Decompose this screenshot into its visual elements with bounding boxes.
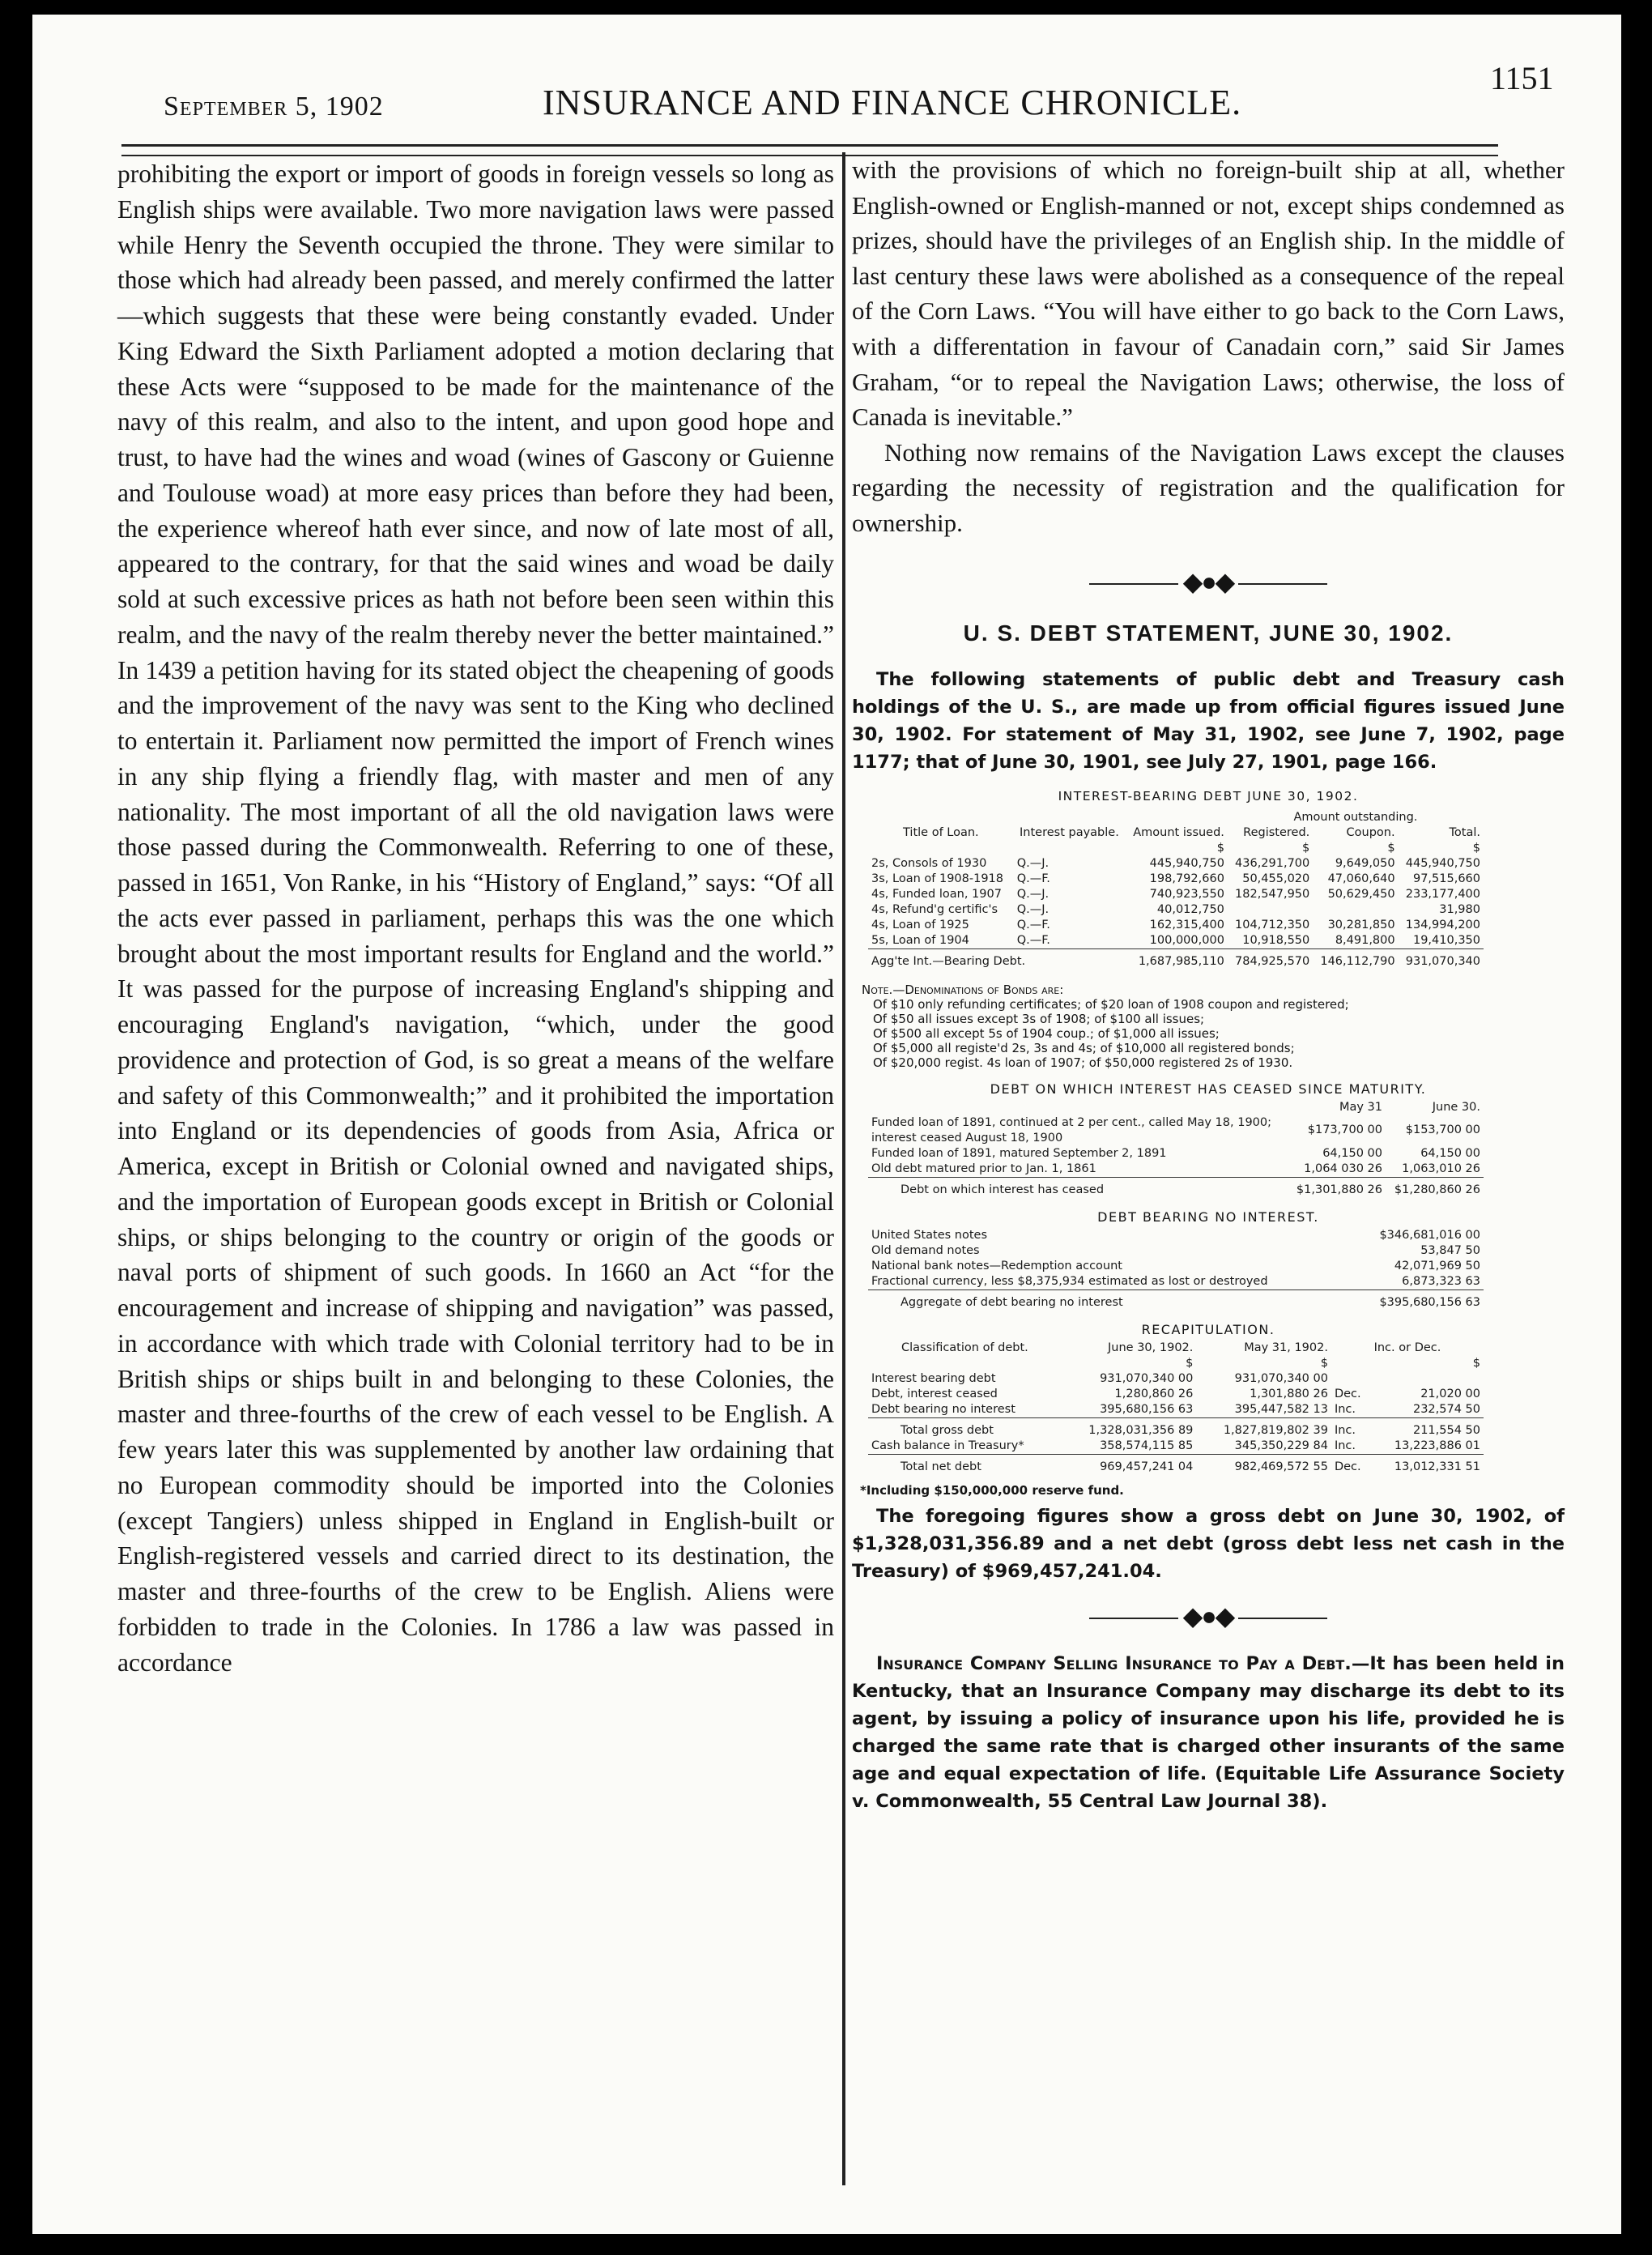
cell: 931,070,340 bbox=[1399, 948, 1484, 970]
cell: 134,994,200 bbox=[1405, 918, 1480, 931]
col-registered: Registered. bbox=[1243, 825, 1310, 839]
cell: 784,925,570 bbox=[1228, 948, 1313, 970]
cell: 3s, Loan of 1908-1918 bbox=[871, 872, 1003, 885]
dollar-sign: $ bbox=[1472, 1356, 1480, 1370]
table-row bbox=[868, 902, 1484, 918]
table-row bbox=[868, 856, 1484, 872]
table-header-row bbox=[868, 1356, 1484, 1371]
cell bbox=[1331, 1371, 1371, 1387]
table-header-row bbox=[868, 1341, 1484, 1356]
cell: Total gross debt bbox=[868, 1417, 1062, 1439]
cell: 64,150 00 bbox=[1420, 1146, 1480, 1160]
cell: 162,315,400 bbox=[1149, 918, 1224, 931]
table-row bbox=[868, 1115, 1484, 1146]
section-ornament bbox=[852, 565, 1565, 598]
page-number: 1151 bbox=[1490, 60, 1554, 96]
cell: 232,574 50 bbox=[1412, 1402, 1480, 1416]
note-lead: Note.—Denominations of Bonds are: bbox=[862, 982, 1064, 997]
table-header-row bbox=[868, 841, 1484, 856]
cell: 982,469,572 55 bbox=[1196, 1454, 1331, 1475]
cell: Cash balance in Treasury* bbox=[871, 1439, 1024, 1452]
navigation-laws-text: prohibiting the export or import of goods in foreign vessels so long as English ships were available. Two more navigation laws were passed while Henry the Seventh occupied the throne. They were similar to those which had already been passed, and merely confirmed the latter—which suggests that these were being constantly evaded. Under King Edward the Sixth Parliament adopted a motion declaring that these Acts were “supposed to be made for the maintenance of the navy of this realm, and also to the intent, and upon good hope and trust, to have had the wines and woad (wines of Gascony or Guienne and Toulouse woad) at more easy prices than before they had been, the experience whereof hath ever since, and now of late most of all, appeared to the contrary, for that the said wines and woad be daily sold at such excessive prices as hath not before been seen within this realm, and the navy of the realm thereby never the better maintained.” In 1439 a petition having for its stated object the cheapening of goods and the improvement of the navy was sent to the King who declined to entertain it. Parliament now permitted the import of French wines in any ship flying a friendly flag, with master and men of any nationality. The most important of all the old navigation laws were those passed during the Commonwealth. Referring to one of these, passed in 1651, Von Ranke, in his “History of England,” says: “Of all the acts ever passed in parliament, perhaps this was the one which brought about the most important results for England and the world.” It was passed for the purpose of increasing England's shipping and encouraging England's navigation, “which, under the good providence and protection of God, is so great a means of the welfare and safety of this Commonwealth;” and it prohibited the importation into England or its dependencies of goods from Asia, Africa or America, except in British or Colonial owned and navigated ships, and the importation of European goods except in British or Colonial ships, or ships belonging to the country or origin of the goods or naval ports of shipment of such goods. In 1660 an Act “for the encouragement and increase of shipping and navigation” was passed, in accordance with which trade with Colonial territory had to be in British ships or ships built in and belonging to these Colonies, the master and three-fourths of the crew of each vessel to be English. A few years later this was supplemented by another law ordaining that no European commodity should be imported into the Colonies (except Tangiers) unless shipped in England in English-built or English-registered vessels and carried direct to its destination, the master and three-fourths of the crew to be English. Aliens were forbidden to trade in the Colonies. In 1786 a law was passed in accordance bbox=[117, 160, 834, 1677]
cell: Dec. bbox=[1334, 1387, 1361, 1400]
cell: 53,847 50 bbox=[1420, 1243, 1480, 1257]
cell: 40,012,750 bbox=[1156, 902, 1224, 916]
table-row bbox=[868, 918, 1484, 933]
cell: 2s, Consols of 1930 bbox=[871, 856, 987, 870]
cell: 931,070,340 00 bbox=[1234, 1371, 1328, 1385]
cell: $173,700 00 bbox=[1307, 1123, 1382, 1137]
note-line: Of $20,000 regist. 4s loan of 1907; of $50,000 registered 2s of 1930. bbox=[873, 1055, 1293, 1070]
cell: 1,687,985,110 bbox=[1125, 948, 1228, 970]
cell: 445,940,750 bbox=[1405, 856, 1480, 870]
col-interest-payable: Interest payable. bbox=[1020, 825, 1119, 839]
navigation-laws-continued: with the provisions of which no foreign-built ship at all, whether English-owned or English-manned or not, except ships condemned as prizes, should have the privileges of an English ship. In the middle of last century these laws were abolished as a consequence of the repeal of the Corn Laws. “You will have either to go back to the Corn Laws, with a differentation in favour of Canadain corn,” said Sir James Graham, “or to repeal the Navigation Laws; otherwise, the loss of Canada is inevitable.” bbox=[852, 156, 1565, 432]
cell: 50,629,450 bbox=[1327, 887, 1395, 901]
cell: Interest bearing debt bbox=[871, 1371, 996, 1385]
dollar-sign: $ bbox=[1320, 1356, 1328, 1370]
table-row bbox=[868, 872, 1484, 887]
cell bbox=[1228, 902, 1313, 918]
cell: Old debt matured prior to Jan. 1, 1861 bbox=[871, 1162, 1096, 1175]
cell: Funded loan of 1891, continued at 2 per cent., called May 18, 1900; interest ceased August 18, 1900 bbox=[871, 1115, 1272, 1145]
cell: 47,060,640 bbox=[1327, 872, 1395, 885]
reserve-footnote: *Including $150,000,000 reserve fund. bbox=[860, 1482, 1124, 1498]
table-total-row bbox=[868, 1454, 1484, 1475]
cell: 9,649,050 bbox=[1335, 856, 1395, 870]
cell: 64,150 00 bbox=[1322, 1146, 1382, 1160]
col-total: Total. bbox=[1449, 825, 1480, 839]
cell: Total net debt bbox=[868, 1454, 1062, 1475]
cell: 1,280,860 26 bbox=[1114, 1387, 1194, 1400]
cell: 10,918,550 bbox=[1242, 933, 1310, 947]
cell: Debt bearing no interest bbox=[871, 1402, 1015, 1416]
col-june-30: June 30, 1902. bbox=[1108, 1341, 1194, 1354]
dollar-sign: $ bbox=[1216, 841, 1224, 855]
cell: Dec. bbox=[1331, 1454, 1371, 1475]
cell: 969,457,241 04 bbox=[1062, 1454, 1197, 1475]
col-amount-issued: Amount issued. bbox=[1133, 825, 1224, 839]
table-row bbox=[868, 1228, 1484, 1243]
cell bbox=[1371, 1371, 1484, 1387]
cell: Q.—F. bbox=[1016, 933, 1050, 947]
cell: 6,873,323 63 bbox=[1402, 1274, 1480, 1288]
ceased-table-heading: DEBT ON WHICH INTEREST HAS CEASED SINCE MATURITY. bbox=[990, 1081, 1427, 1097]
ornament-glyph: ◆●◆ bbox=[1182, 566, 1234, 596]
cell: 100,000,000 bbox=[1149, 933, 1224, 947]
col-title-of-loan: Title of Loan. bbox=[903, 825, 979, 839]
cell bbox=[1313, 902, 1398, 918]
column-divider bbox=[842, 152, 845, 2185]
cell: 21,020 00 bbox=[1420, 1387, 1480, 1400]
cell: Q.—J. bbox=[1016, 887, 1050, 901]
no-interest-heading: DEBT BEARING NO INTEREST. bbox=[1097, 1208, 1319, 1225]
table-header-row bbox=[868, 825, 1484, 841]
recapitulation-table bbox=[868, 1341, 1484, 1475]
col-inc-dec: Inc. or Dec. bbox=[1373, 1341, 1441, 1354]
note-line: Of $500 all except 5s of 1904 coup.; of $1,000 all issues; bbox=[873, 1025, 1220, 1041]
cell: $1,301,880 26 bbox=[1288, 1177, 1386, 1198]
table-header-row bbox=[868, 810, 1484, 825]
cell: 931,070,340 00 bbox=[1100, 1371, 1194, 1385]
page-header bbox=[121, 59, 1554, 148]
table-total-row bbox=[868, 1177, 1484, 1198]
cell: Inc. bbox=[1331, 1417, 1371, 1439]
cell: 740,923,550 bbox=[1149, 887, 1224, 901]
table-header-row bbox=[868, 1100, 1484, 1115]
ornament-line-left bbox=[1089, 1618, 1178, 1619]
cell: Inc. bbox=[1334, 1402, 1356, 1416]
interest-table-heading: INTEREST-BEARING DEBT JUNE 30, 1902. bbox=[1058, 788, 1359, 804]
denominations-note bbox=[862, 983, 1565, 1070]
table-total-row bbox=[868, 1289, 1484, 1311]
total-label: Aggregate of debt bearing no interest bbox=[868, 1289, 1328, 1311]
ornament-glyph: ◆●◆ bbox=[1182, 1601, 1234, 1631]
table-row bbox=[868, 1439, 1484, 1455]
cell: 345,350,229 84 bbox=[1234, 1439, 1328, 1452]
debt-conclusion: The foregoing figures show a gross debt on June 30, 1902, of $1,328,031,356.89 and a net debt (gross debt less net cash in the Treasury) of $969,457,241.04. bbox=[852, 1505, 1565, 1582]
col-may-31: May 31 bbox=[1339, 1100, 1382, 1114]
newspaper-page bbox=[32, 15, 1621, 2234]
cell: Inc. bbox=[1334, 1439, 1356, 1452]
cell: 198,792,660 bbox=[1149, 872, 1224, 885]
cell: United States notes bbox=[871, 1228, 988, 1242]
table-row bbox=[868, 933, 1484, 949]
ornament-line-right bbox=[1238, 1618, 1327, 1619]
issue-date: September 5, 1902 bbox=[164, 92, 384, 121]
cell: Debt, interest ceased bbox=[871, 1387, 998, 1400]
cell: 97,515,660 bbox=[1412, 872, 1480, 885]
amount-outstanding-header: Amount outstanding. bbox=[1293, 810, 1418, 824]
dollar-sign: $ bbox=[1302, 841, 1310, 855]
table-row bbox=[868, 1259, 1484, 1274]
cell: 1,064 030 26 bbox=[1304, 1162, 1382, 1175]
table-row bbox=[868, 1162, 1484, 1178]
cell: 13,012,331 51 bbox=[1371, 1454, 1484, 1475]
table-row bbox=[868, 1402, 1484, 1418]
cell: 436,291,700 bbox=[1235, 856, 1310, 870]
cell: Q.—J. bbox=[1016, 856, 1050, 870]
col-coupon: Coupon. bbox=[1346, 825, 1395, 839]
cell: 1,301,880 26 bbox=[1250, 1387, 1328, 1400]
cell: 4s, Refund'g certific's bbox=[871, 902, 998, 916]
total-label: Agg'te Int.—Bearing Debt. bbox=[868, 948, 1125, 970]
dollar-sign: $ bbox=[1387, 841, 1395, 855]
cell: 42,071,969 50 bbox=[1394, 1259, 1480, 1272]
insurance-article-body: —It has been held in Kentucky, that an Insurance Company may discharge its debt to its agent, by issuing a policy of insurance upon his life, provided he is charged the same rate that is charged other insurants of the same age and equal expectation of life. (Equitable Life Assurance Society v. Commonwealth, 55 Central Law Journal 38). bbox=[852, 1652, 1565, 1812]
cell: 233,177,400 bbox=[1405, 887, 1480, 901]
cell: 1,063,010 26 bbox=[1402, 1162, 1480, 1175]
cell: 4s, Loan of 1925 bbox=[871, 918, 969, 931]
table-row bbox=[868, 1371, 1484, 1387]
table-row bbox=[868, 887, 1484, 902]
cell: 104,712,350 bbox=[1235, 918, 1310, 931]
col-june-30: June 30. bbox=[1432, 1100, 1480, 1114]
publication-title: INSURANCE AND FINANCE CHRONICLE. bbox=[543, 83, 1242, 122]
interest-bearing-debt-table bbox=[868, 810, 1484, 970]
cell: 445,940,750 bbox=[1149, 856, 1224, 870]
cell: 358,574,115 85 bbox=[1100, 1439, 1194, 1452]
cell: $346,681,016 00 bbox=[1379, 1228, 1480, 1242]
cell: 1,827,819,802 39 bbox=[1196, 1417, 1331, 1439]
cell: 31,980 bbox=[1439, 902, 1480, 916]
cell: 395,680,156 63 bbox=[1100, 1402, 1194, 1416]
cell: 182,547,950 bbox=[1235, 887, 1310, 901]
note-line: Of $5,000 all registe'd 2s, 3s and 4s; of $10,000 all registered bonds; bbox=[873, 1040, 1295, 1055]
note-line: Of $50 all issues except 3s of 1908; of $100 all issues; bbox=[873, 1011, 1205, 1026]
table-row bbox=[868, 1387, 1484, 1402]
cell: Q.—F. bbox=[1016, 918, 1050, 931]
cell: 13,223,886 01 bbox=[1394, 1439, 1480, 1452]
cell: 5s, Loan of 1904 bbox=[871, 933, 969, 947]
col-classification: Classification of debt. bbox=[901, 1341, 1028, 1354]
debt-statement-title: U. S. DEBT STATEMENT, JUNE 30, 1902. bbox=[963, 620, 1454, 646]
table-row bbox=[868, 1146, 1484, 1162]
section-ornament bbox=[852, 1600, 1565, 1632]
dollar-sign: $ bbox=[1186, 1356, 1194, 1370]
interest-ceased-table bbox=[868, 1100, 1484, 1198]
cell: 4s, Funded loan, 1907 bbox=[871, 887, 1002, 901]
insurance-article-title: Insurance Company Selling Insurance to Pay a Debt. bbox=[876, 1652, 1352, 1674]
col-may-31: May 31, 1902. bbox=[1244, 1341, 1328, 1354]
debt-statement-intro: The following statements of public debt and Treasury cash holdings of the U. S., are made up from official figures issued June 30, 1902. For statement of May 31, 1902, see June 7, 1902, page 1177; that of June 30, 1901, see July 27, 1901, page 166. bbox=[852, 668, 1565, 773]
cell: $153,700 00 bbox=[1405, 1123, 1480, 1137]
total-label: Debt on which interest has ceased bbox=[868, 1177, 1288, 1198]
recap-heading: RECAPITULATION. bbox=[1141, 1321, 1275, 1337]
ornament-line-right bbox=[1238, 583, 1327, 585]
cell: Funded loan of 1891, matured September 2, 1891 bbox=[871, 1146, 1167, 1160]
navigation-laws-conclusion: Nothing now remains of the Navigation Laws except the clauses regarding the necessity of registration and the qualification for ownership. bbox=[852, 437, 1565, 537]
cell: National bank notes—Redemption account bbox=[871, 1259, 1122, 1272]
table-row bbox=[868, 1274, 1484, 1290]
cell: Fractional currency, less $8,375,934 estimated as lost or destroyed bbox=[871, 1274, 1268, 1288]
cell: 146,112,790 bbox=[1313, 948, 1398, 970]
cell: 8,491,800 bbox=[1335, 933, 1395, 947]
cell: 30,281,850 bbox=[1327, 918, 1395, 931]
no-interest-debt-table bbox=[868, 1228, 1484, 1311]
table-total-row bbox=[868, 948, 1484, 970]
cell: $1,280,860 26 bbox=[1386, 1177, 1484, 1198]
cell: Q.—F. bbox=[1016, 872, 1050, 885]
dollar-sign: $ bbox=[1472, 841, 1480, 855]
cell: Q.—J. bbox=[1016, 902, 1050, 916]
ornament-line-left bbox=[1089, 583, 1178, 585]
right-column bbox=[852, 152, 1565, 1815]
cell: 50,455,020 bbox=[1242, 872, 1310, 885]
cell: 395,447,582 13 bbox=[1234, 1402, 1328, 1416]
left-column bbox=[117, 156, 834, 1680]
insurance-article bbox=[852, 1650, 1565, 1815]
cell: 211,554 50 bbox=[1371, 1417, 1484, 1439]
cell: 1,328,031,356 89 bbox=[1062, 1417, 1197, 1439]
note-line: Of $10 only refunding certificates; of $20 loan of 1908 coupon and registered; bbox=[873, 996, 1349, 1012]
table-total-row bbox=[868, 1417, 1484, 1439]
cell: Old demand notes bbox=[871, 1243, 980, 1257]
table-row bbox=[868, 1243, 1484, 1259]
cell: 19,410,350 bbox=[1412, 933, 1480, 947]
cell: $395,680,156 63 bbox=[1328, 1289, 1484, 1311]
